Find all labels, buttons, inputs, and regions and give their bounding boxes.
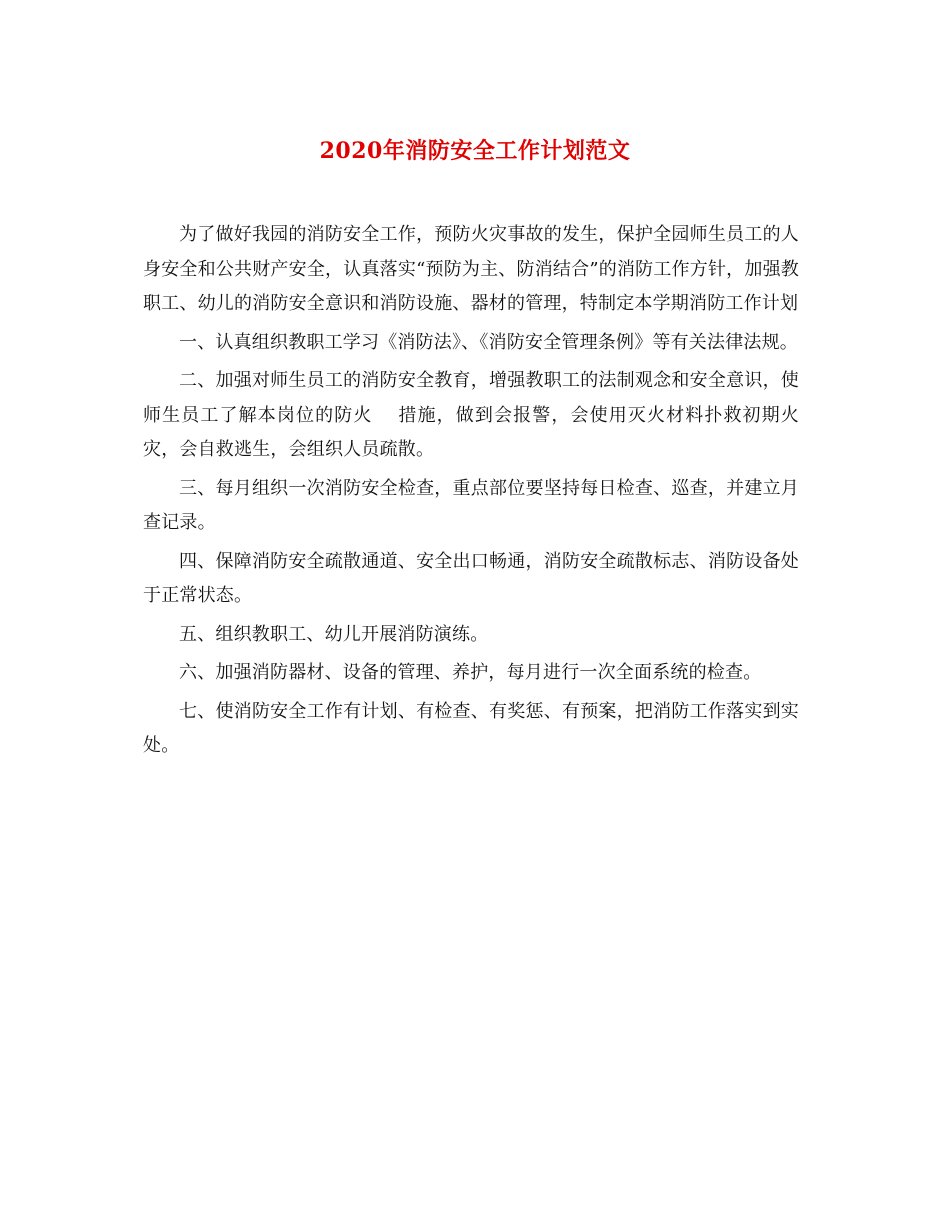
plan-item-2: 二、加强对师生员工的消防安全教育，增强教职工的法制观念和安全意识，使师生员工了解本岗位的防火 措施，做到会报警，会使用灭火材料扑救初期火灾，会自救逃生，会组织人员疏散。 bbox=[143, 370, 799, 460]
plan-item-3: 三、每月组织一次消防安全检查，重点部位要坚持每日检查、巡查，并建立月查记录。 bbox=[143, 477, 799, 533]
document-body bbox=[143, 218, 799, 768]
plan-item-1: 一、认真组织教职工学习《消防法》、《消防安全管理条例》等有关法律法规。 bbox=[179, 331, 798, 353]
intro-paragraph: 为了做好我园的消防安全工作，预防火灾事故的发生，保护全园师生员工的人身安全和公共财产安全，认真落实“预防为主、防消结合”的消防工作方针，加强教职工、幼儿的消防安全意识和消防设施、器材的管理，特制定本学期消防工作计划 bbox=[143, 224, 799, 314]
document-title: 2020年消防安全工作计划范文 bbox=[319, 138, 631, 164]
plan-item-4: 四、保障消防安全疏散通道、安全出口畅通，消防安全疏散标志、消防设备处于正常状态。 bbox=[143, 550, 799, 606]
plan-item-7: 七、使消防安全工作有计划、有检查、有奖惩、有预案，把消防工作落实到实处。 bbox=[143, 700, 799, 756]
plan-item-5: 五、组织教职工、幼儿开展消防演练。 bbox=[179, 623, 489, 645]
plan-item-6: 六、加强消防器材、设备的管理、养护，每月进行一次全面系统的检查。 bbox=[179, 662, 762, 683]
